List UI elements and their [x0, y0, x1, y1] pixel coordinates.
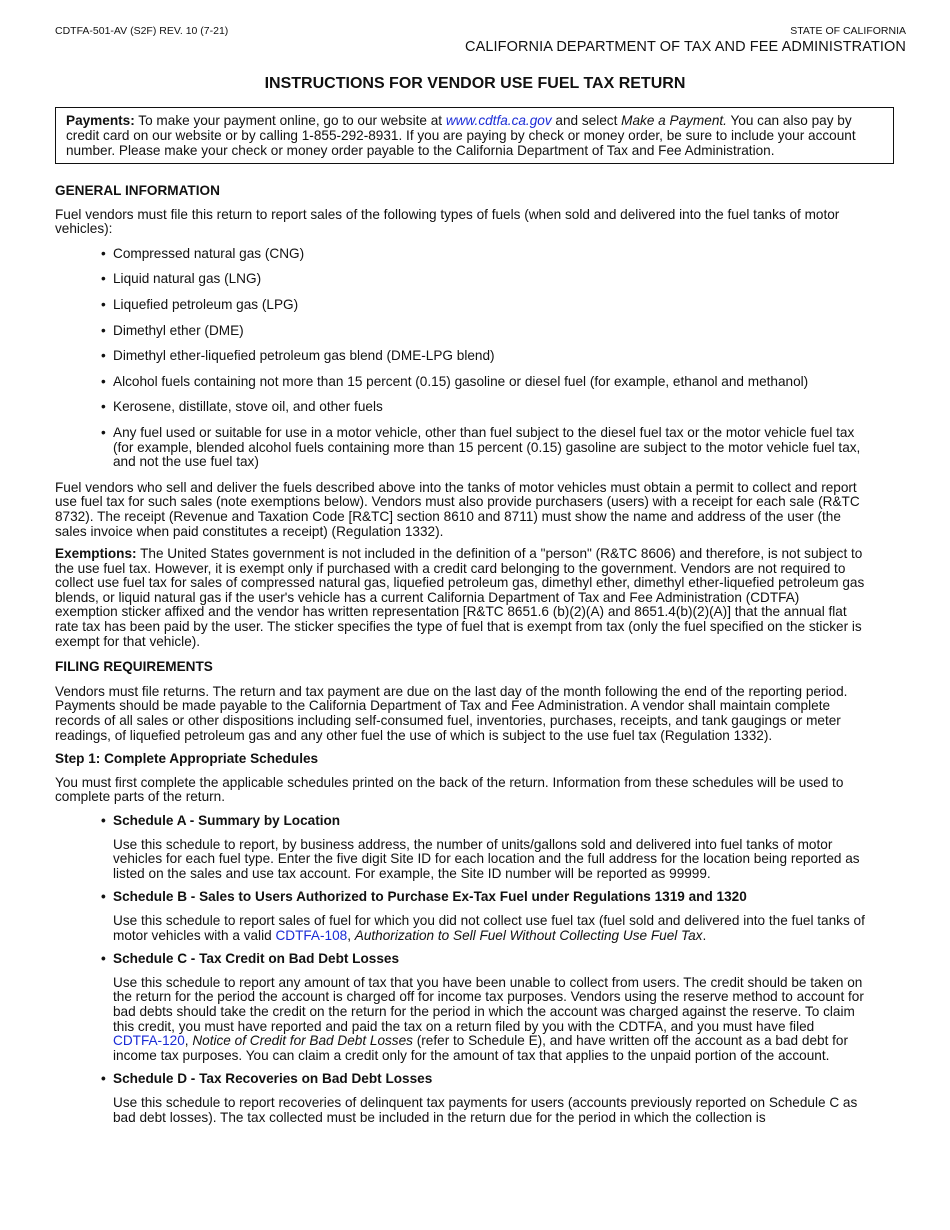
schedule-c-form-title: Notice of Credit for Bad Debt Losses: [192, 1033, 413, 1049]
payments-text-1: To make your payment online, go to our website at: [134, 113, 446, 128]
fuel-type-item: • Any fuel used or suitable for use in a motor vehicle, other than fuel subject to the diesel fuel tax or the motor vehicle fuel tax (for example, blended alcohol fuels containing more than 15 percent (0.15) gasoline are subject to the motor vehicle fuel tax, and not the use fuel tax): [101, 426, 865, 470]
schedule-d-title: • Schedule D - Tax Recoveries on Bad Debt Losses: [101, 1072, 865, 1087]
payments-text-2: and select: [551, 113, 622, 128]
exemptions-text: The United States government is not included in the definition of a "person" (R&TC 8606) and therefore, is not subject to the use fuel tax. However, it is exempt only if purchased with a credit card belonging to the government. Vendors are not required to collect use fuel tax for sales of compressed natural gas, liquefied petroleum gas, dimethyl ether, dimethyl ether-liquefied petroleum gas blends, or liquid natural gas if the user's vehicle has a current California Department of Tax and Fee Administration (CDTFA) exemption sticker affixed and the vendor has written representation [R&TC 8651.6 (b)(2)(A) and 8651.4(b)(2)(A)] that the annual flat rate tax has been paid by the user. The sticker specifies the type of fuel that is exempt from tax (only the fuel specified on the sticker is exempt for that vehicle).: [55, 546, 865, 649]
step1-heading: Step 1: Complete Appropriate Schedules: [55, 751, 319, 767]
schedule-b-form-title: Authorization to Sell Fuel Without Collecting Use Fuel Tax: [354, 927, 703, 943]
department-name: CALIFORNIA DEPARTMENT OF TAX AND FEE ADMINISTRATION: [465, 39, 906, 55]
schedule-d-text: Use this schedule to report recoveries of delinquent tax payments for users (accounts previously reported on Schedule C as bad debt losses). The tax collected must be included in the return due for the period in which the collection is: [113, 1094, 858, 1125]
exemptions-paragraph: [55, 547, 865, 649]
fuel-types-list: [55, 247, 865, 470]
schedule-b-text: [113, 914, 865, 943]
fuel-type-item: • Alcohol fuels containing not more than 15 percent (0.15) gasoline or diesel fuel (for example, ethanol and methanol): [101, 375, 865, 390]
cdtfa-120-link[interactable]: CDTFA-120: [113, 1033, 185, 1049]
step1-text: You must first complete the applicable schedules printed on the back of the return. Information from these schedules will be used to complete parts of the return.: [55, 774, 844, 805]
schedule-c-title: • Schedule C - Tax Credit on Bad Debt Losses: [101, 952, 865, 967]
schedule-a-text: Use this schedule to report, by business address, the number of units/gallons sold and delivered into fuel tanks of motor vehicles for each fuel type. Enter the five digit Site ID for each location and the full address for the location being reported as listed on the sales and use tax account. For example, the Site ID number will be reported as 99999.: [113, 836, 860, 881]
exemptions-label: Exemptions:: [55, 546, 137, 562]
filing-paragraph: Vendors must file returns. The return and tax payment are due on the last day of the month following the end of the reporting period. Payments should be made payable to the California Department of Tax and Fee Administration. A vendor shall maintain complete records of all sales or other dispositions including self-consumed fuel, inventories, purchases, receipts, and tank gaugings or meter readings, of liquefied petroleum gas and any other fuel the use of which is subject to the use fuel tax (Regulation 1332).: [55, 683, 848, 743]
fuel-type-item: • Liquefied petroleum gas (LPG): [101, 298, 865, 313]
schedule-a-title: • Schedule A - Summary by Location: [101, 814, 865, 829]
fuel-type-item: • Dimethyl ether (DME): [101, 324, 865, 339]
fuel-type-item: • Dimethyl ether-liquefied petroleum gas blend (DME-LPG blend): [101, 349, 865, 364]
make-payment-text: Make a Payment.: [621, 113, 727, 128]
schedule-b-text-2: ,: [347, 927, 355, 943]
fuel-type-item: • Kerosene, distillate, stove oil, and other fuels: [101, 400, 865, 415]
state-label: STATE OF CALIFORNIA: [790, 25, 906, 37]
schedule-b-text-1: Use this schedule to report sales of fuel for which you did not collect use fuel tax (fuel sold and delivered into the fuel tanks of motor vehicles with a valid: [113, 912, 865, 943]
schedule-b-text-3: .: [702, 927, 707, 943]
schedule-c-text-2: ,: [184, 1033, 193, 1049]
general-information-heading: GENERAL INFORMATION: [55, 183, 220, 198]
payments-box: [55, 107, 894, 164]
payments-text-3: You can also pay by credit card on our website or by calling 1-855-292-8931. If you are paying by check or money order, be sure to include your account number. Please make your check or money order payable to the California Department of Tax and Fee Administration.: [66, 113, 856, 158]
schedule-b-title: • Schedule B - Sales to Users Authorized to Purchase Ex-Tax Fuel under Regulations 1319 and 1320: [101, 890, 865, 905]
general-intro: Fuel vendors must file this return to report sales of the following types of fuels (when sold and delivered into the fuel tanks of motor vehicles):: [55, 206, 840, 237]
page-title: INSTRUCTIONS FOR VENDOR USE FUEL TAX RETURN: [264, 75, 686, 92]
fuel-type-item: • Compressed natural gas (CNG): [101, 247, 865, 262]
form-id: CDTFA-501-AV (S2F) REV. 10 (7-21): [55, 25, 229, 37]
fuel-type-item: • Liquid natural gas (LNG): [101, 272, 865, 287]
schedule-c-text-1: Use this schedule to report any amount of tax that you have been unable to collect from users. The credit should be taken on the return for the period the account is charged off for income tax purposes. Vendors using the reserve method to account for bad debts should take the credit on the return for the period in which the account was charged against the reserve. To claim this credit, you must have reported and paid the tax on a return filed by you with the CDTFA, and you must have filed: [113, 974, 864, 1034]
schedule-c-text-3: (refer to Schedule E), and have written off the account as a bad debt for income tax purposes. You can claim a credit only for the amount of tax that applies to the unpaid portion of the account.: [113, 1033, 848, 1063]
instructions-content: [55, 184, 865, 1125]
permit-paragraph: Fuel vendors who sell and deliver the fuels described above into the tanks of motor vehicles must obtain a permit to collect and report use fuel tax for such sales (note exemptions below). Vendors must also provide purchasers (users) with a receipt for each sale (R&TC 8732). The receipt (Revenue and Taxation Code [R&TC] section 8610 and 8711) must show the name and address of the user (the sales invoice when paid constitutes a receipt) (Regulation 1332).: [55, 479, 860, 539]
filing-requirements-heading: FILING REQUIREMENTS: [55, 659, 213, 675]
schedule-c-text: [113, 976, 865, 1064]
payments-label: Payments:: [66, 113, 135, 128]
website-link[interactable]: www.cdtfa.ca.gov: [445, 113, 552, 128]
cdtfa-108-link[interactable]: CDTFA-108: [275, 927, 348, 943]
